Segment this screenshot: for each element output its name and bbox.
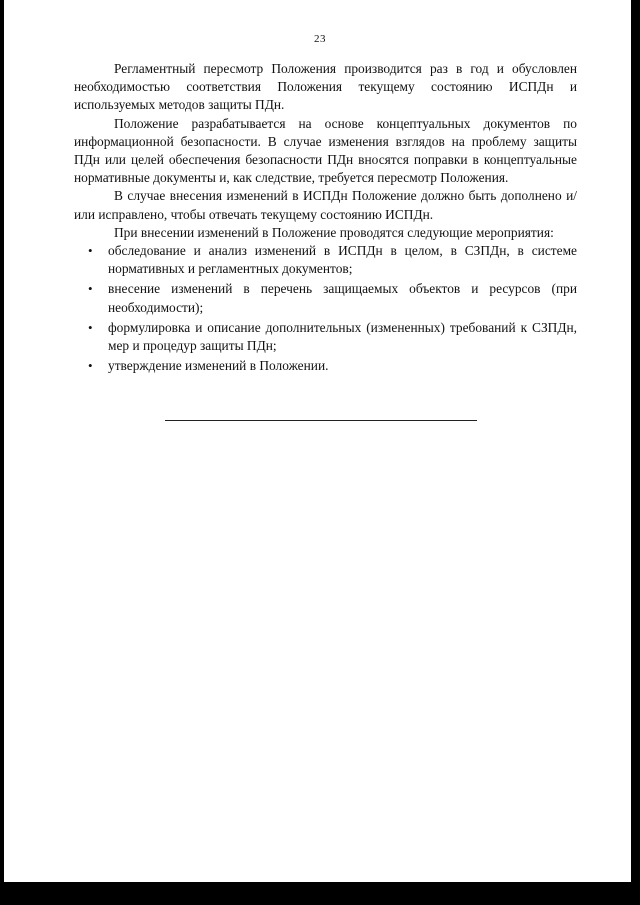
end-separator-line xyxy=(165,420,477,421)
bullet-icon: • xyxy=(88,243,93,259)
paragraph-review-schedule: Регламентный пересмотр Положения производится раз в год и обусловлен необходимостью соответствия Положения текущему состоянию ИСПДн и используемых методов защиты ПДн. xyxy=(74,61,577,113)
paragraph-changes: В случае внесения изменений в ИСПДн Положение должно быть дополнено и/или исправлено, чтобы отвечать текущему состоянию ИСПДн. xyxy=(74,188,577,222)
list-item-text: обследование и анализ изменений в ИСПДн в целом, в СЗПДн, в системе нормативных и регламентных документов; xyxy=(108,243,577,277)
measures-list xyxy=(74,242,577,375)
list-item xyxy=(74,319,577,355)
list-item-text: утверждение изменений в Положении. xyxy=(108,358,329,374)
list-item xyxy=(74,280,577,316)
bullet-icon: • xyxy=(88,358,93,374)
document-body xyxy=(74,60,577,375)
list-item-text: формулировка и описание дополнительных (измененных) требований к СЗПДн, мер и процедур защиты ПДн; xyxy=(108,319,577,354)
bullet-icon: • xyxy=(88,281,93,297)
paragraph-basis: Положение разрабатывается на основе концептуальных документов по информационной безопасности. В случае изменения взглядов на проблему защиты ПДн или целей обеспечения безопасности ПДн вносятся поправки в концептуальные нормативные документы и, как следствие, требуется пересмотр Положения. xyxy=(74,115,577,186)
paragraph-measures-intro: При внесении изменений в Положение проводятся следующие мероприятия: xyxy=(114,224,554,240)
scan-border-bottom xyxy=(0,882,640,905)
list-item-text: внесение изменений в перечень защищаемых объектов и ресурсов (при необходимости); xyxy=(108,281,577,315)
list-item xyxy=(74,357,577,375)
page-number: 23 xyxy=(314,33,326,45)
scan-border-right xyxy=(631,0,640,905)
list-item xyxy=(74,242,577,278)
scan-border-left xyxy=(0,0,4,905)
bullet-icon: • xyxy=(88,319,93,335)
